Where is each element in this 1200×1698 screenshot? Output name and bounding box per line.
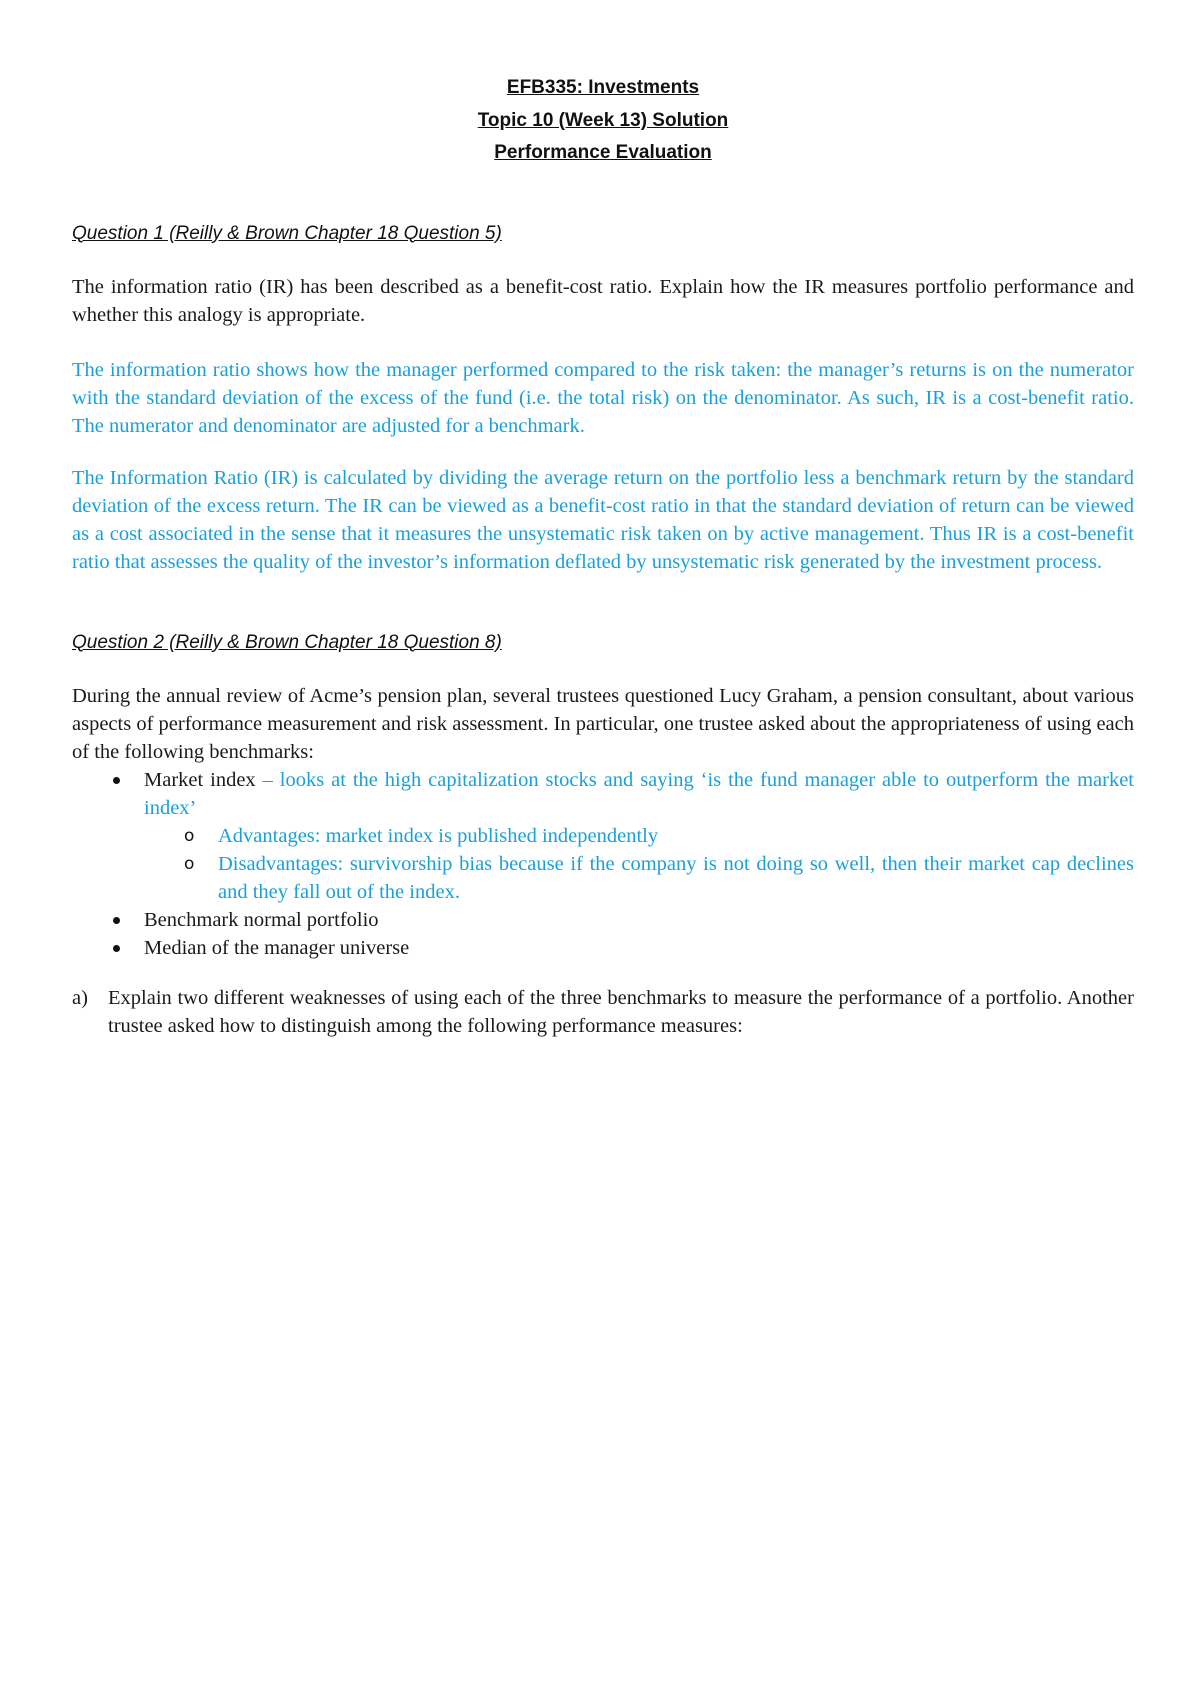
sub-item-advantages	[72, 822, 1134, 850]
spacer	[72, 248, 1134, 273]
benchmark-label: Benchmark normal portfolio	[144, 908, 379, 931]
spacer	[72, 170, 1134, 220]
spacer	[72, 440, 1134, 464]
bullet-icon	[113, 917, 120, 924]
circle-bullet-icon: o	[184, 825, 195, 846]
benchmark-label: Market index	[144, 768, 256, 791]
spacer	[72, 962, 1134, 984]
benchmark-list	[72, 766, 1134, 962]
sub-item-text: Disadvantages: survivorship bias because if the company is not doing so well, then their market cap declines and they fall out of the index.	[218, 852, 1134, 903]
bullet-icon	[113, 945, 120, 952]
spacer	[72, 657, 1134, 682]
question-1-answer-paragraph-2: The Information Ratio (IR) is calculated by dividing the average return on the portfolio less a benchmark return by the standard deviation of the excess return. The IR can be viewed as a benefit-cost ratio in that the standard deviation of return can be viewed as a cost associated in the sense that it measures the unsystematic risk taken on by active management. Thus IR is a cost-benefit ratio that assesses the quality of the investor’s information deflated by unsystematic risk generated by the investment process.	[72, 466, 1134, 573]
course-title: EFB335: Investments	[506, 77, 700, 98]
sub-item-text: Advantages: market index is published independently	[218, 824, 659, 847]
benchmark-label: Median of the manager universe	[144, 936, 410, 959]
question-1-answer-paragraph-1: The information ratio shows how the manager performed compared to the risk taken: the manager’s returns is on the numerator with the standard deviation of the excess of the fund (i.e. the total risk) on the denominator. As such, IR is a cost-benefit ratio. The numerator and denominator are adjusted for a benchmark.	[72, 358, 1134, 437]
part-a-label: a)	[72, 986, 88, 1009]
document-body	[72, 72, 1134, 1040]
topic-title: Topic 10 (Week 13) Solution	[477, 109, 729, 131]
market-index-sublist	[144, 822, 1134, 906]
benchmark-note: – looks at the high capitalization stocks and saying ‘is the fund manager able to outperform the market index’	[144, 768, 1134, 819]
page-title: Performance Evaluation	[494, 142, 712, 163]
sub-item-disadvantages	[72, 850, 1134, 906]
spacer	[72, 576, 1134, 629]
question-2-prompt: During the annual review of Acme’s pension plan, several trustees questioned Lucy Graham, a pension consultant, about various aspects of performance measurement and risk assessment. In particular, one trustee asked about the appropriateness of using each of the following benchmarks:	[72, 684, 1134, 763]
benchmark-item-median-universe	[72, 934, 1134, 962]
part-a-text: Explain two different weaknesses of using each of the three benchmarks to measure the performance of a portfolio. Another trustee asked how to distinguish among the following performance measures:	[108, 986, 1134, 1037]
spacer	[72, 329, 1134, 356]
question-2-heading: Question 2 (Reilly & Brown Chapter 18 Question 8)	[72, 631, 502, 653]
circle-bullet-icon: o	[184, 853, 195, 874]
bullet-icon	[113, 777, 120, 784]
benchmark-item-market-index	[72, 766, 1134, 906]
question-1-prompt: The information ratio (IR) has been described as a benefit-cost ratio. Explain how the IR measures portfolio performance and whether this analogy is appropriate.	[72, 275, 1134, 326]
question-1-heading: Question 1 (Reilly & Brown Chapter 18 Question 5)	[72, 222, 502, 244]
benchmark-item-normal-portfolio	[72, 906, 1134, 934]
part-a	[72, 984, 1134, 1040]
